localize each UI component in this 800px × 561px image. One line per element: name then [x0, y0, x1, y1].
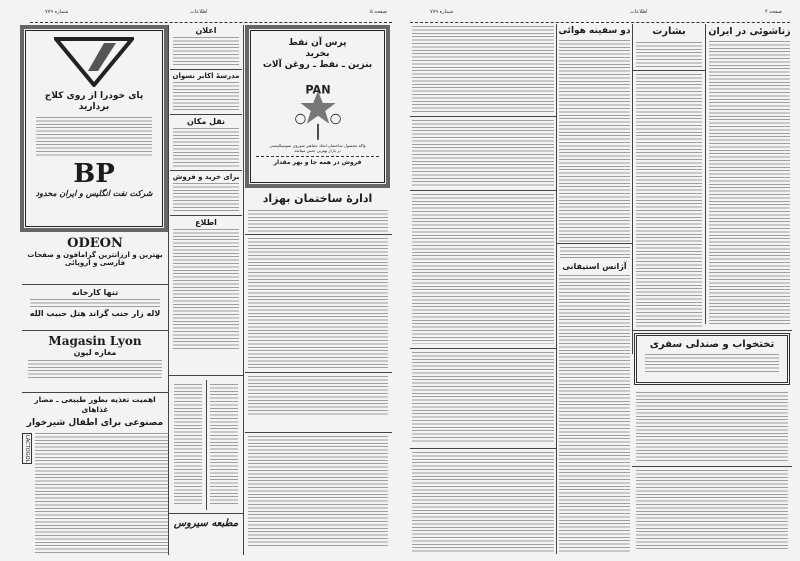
- marriage-column: [707, 26, 792, 324]
- article-title: بشارت: [652, 26, 686, 37]
- tanha-ad: [22, 288, 168, 318]
- furniture-title: تختخواب و صندلی سفری: [649, 339, 775, 350]
- odeon-line2: فارسی و اروپائی: [64, 259, 126, 267]
- article-title: زناشوئی در ایران: [708, 26, 791, 37]
- odeon-title: ODEON: [67, 236, 123, 251]
- body-text: [636, 392, 788, 462]
- pan-tagline2: در بازار بهترین جنس میباشد: [294, 148, 341, 153]
- divider: [556, 243, 632, 244]
- body-text: [248, 210, 388, 232]
- divider: [410, 348, 556, 349]
- body-text: [36, 117, 152, 157]
- sirus-press: مطبعه سیروس: [173, 518, 239, 529]
- page-number: صفحه ۴: [765, 9, 782, 15]
- body-text: [559, 275, 630, 552]
- divider: [410, 116, 556, 117]
- column-rule: [168, 25, 169, 555]
- divider: [245, 234, 392, 235]
- divider: [410, 448, 556, 449]
- furniture-ad: [634, 333, 790, 385]
- notices-column: [170, 26, 242, 351]
- header-rule: [410, 22, 790, 23]
- notice-title: نقل مکان: [186, 117, 226, 126]
- notice-title: اعلان: [195, 26, 217, 35]
- issue-number: شماره ۷۷۹: [430, 9, 454, 15]
- odeon-ad: [22, 236, 168, 267]
- lactogol-headline1: اهمیت تغذیه بطور طبیعی ـ مضار غذاهای: [34, 395, 156, 414]
- magasin-title: Magasin Lyon: [48, 334, 142, 348]
- body-text: [248, 436, 388, 546]
- pan-tagline: [256, 143, 379, 153]
- divider: [22, 284, 168, 285]
- divider: [632, 330, 792, 331]
- column-rule: [556, 24, 557, 554]
- divider: [22, 330, 168, 331]
- divider: [168, 513, 243, 514]
- body-text: [559, 40, 630, 242]
- bp-logo: BP: [73, 159, 115, 189]
- divider: [410, 190, 556, 191]
- body-text: [248, 376, 388, 416]
- body-text: [412, 26, 554, 114]
- body-text: [560, 247, 630, 259]
- notice-title: مدرسهٔ اکابر نسوان: [172, 72, 240, 80]
- divider: [632, 466, 792, 467]
- notice-title: برای خرید و فروش: [172, 173, 240, 181]
- magasin-lyon-ad: [22, 334, 168, 381]
- paper-name: اطلاعات: [190, 9, 208, 15]
- body-text: [636, 470, 788, 550]
- body-text: [412, 352, 554, 444]
- bp-headline: پای خودرا از روی کلاج بردارید: [44, 91, 144, 112]
- lactogol-side-label: LACTOGOL: [24, 435, 30, 463]
- body-text: [636, 42, 702, 68]
- column-rule: [243, 25, 244, 555]
- pan-heading: [256, 38, 379, 71]
- bp-triangle-logo-icon: [54, 37, 134, 87]
- column-rule: [705, 24, 706, 324]
- pan-ad: [245, 25, 390, 188]
- odeon-line1: بهترین و ارزانترین گرامافون و صفحات: [27, 251, 163, 259]
- divider: [632, 70, 705, 71]
- bp-company: شرکت نفت انگلیس و ایران محدود: [35, 189, 153, 198]
- behzad-title: ادارهٔ ساختمان بهزاد: [262, 192, 373, 205]
- pan-line1: پرس آن نفط: [288, 38, 347, 48]
- tanha-title: تنها کارخانه: [71, 288, 119, 297]
- vertical-ad: [170, 380, 242, 510]
- page-number: صفحه ۵: [370, 9, 387, 15]
- pan-line3: بنزین ـ نفط ـ روغن آلات: [262, 60, 373, 70]
- divider: [245, 432, 392, 433]
- column-rule: [632, 24, 633, 354]
- article-title: دو سفینه هوائی: [558, 26, 631, 36]
- magasin-subtitle: مغازه لیون: [73, 348, 117, 357]
- airship-column: [558, 26, 631, 242]
- bp-ad: [20, 25, 168, 232]
- body-text: [636, 74, 702, 328]
- divider: [22, 392, 168, 393]
- paper-name: اطلاعات: [630, 9, 648, 15]
- body-text: [412, 120, 554, 188]
- divider: [168, 375, 243, 376]
- tanha-line: لاله زار جنب گراند هتل حبیب الله: [29, 309, 161, 318]
- lactogol-headline2: مصنوعی برای اطفال شیرخوار: [26, 418, 164, 428]
- body-text: [412, 194, 554, 344]
- svg-text:PAN: PAN: [304, 83, 331, 97]
- divider: [245, 372, 392, 373]
- pan-footer: فروش در همه جا و بهر مقدار: [256, 156, 379, 167]
- stefani-column: [558, 262, 631, 552]
- body-text: [709, 41, 790, 324]
- article-title: آژانس استیفانی: [562, 262, 627, 271]
- header-rule: [30, 22, 392, 23]
- pan-star-logo-icon: [288, 71, 348, 143]
- pan-line2: بخرید: [305, 49, 330, 59]
- body-text: [248, 238, 388, 368]
- notice-title: اطلاع: [195, 218, 217, 227]
- pan-tagline1: واکه محصول ساختمان اتحاد جماهیر شوروی سوسیالیستی: [269, 143, 366, 148]
- issue-number: شماره ۷۷۹: [45, 9, 69, 15]
- body-text: [412, 452, 554, 552]
- lactogol-ad: [22, 395, 168, 555]
